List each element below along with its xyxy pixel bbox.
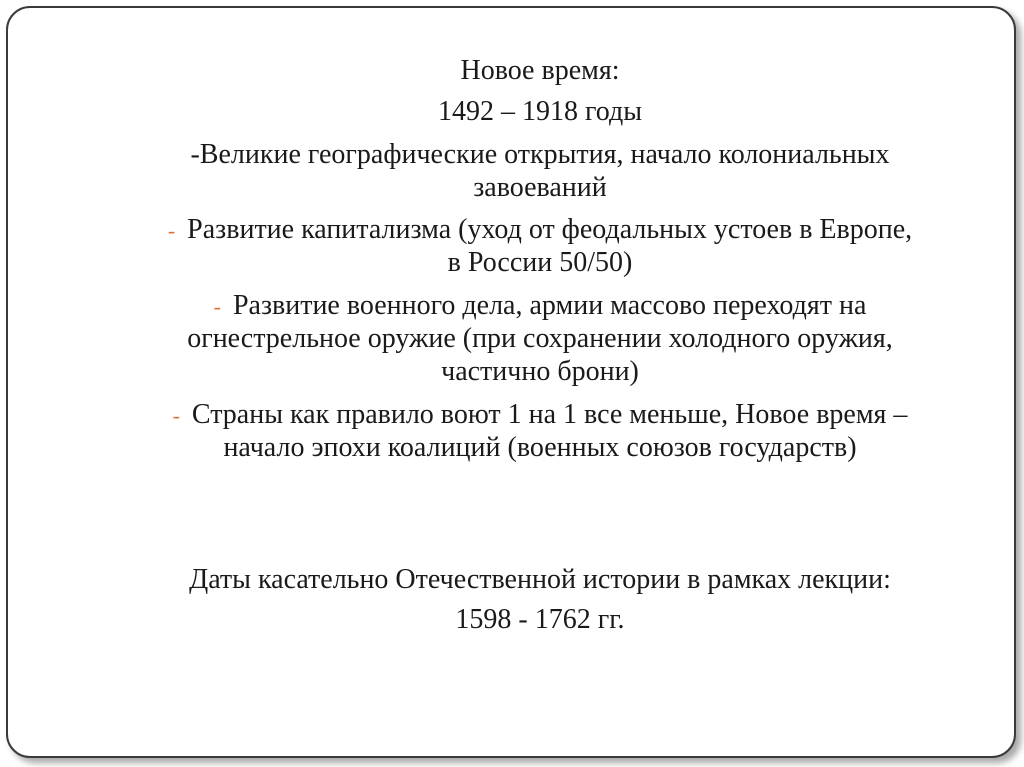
item3-text: Развитие военного дела, армии массово переходят на [232,290,867,321]
item3-line1 [100,289,980,323]
item4-line2: начало эпохи коалиций (военных союзов государств) [223,432,857,463]
dates-range: 1598 - 1762 гг. [455,604,625,635]
bullet-dash: - [172,403,180,428]
slide-heading: Новое время: [460,55,620,86]
item2-line1 [100,213,980,247]
slide-content [100,0,980,760]
item2-text: Развитие капитализма (уход от феодальных устоев в Европе, [187,214,913,245]
item1-line2: завоеваний [473,172,607,203]
item3-line2: огнестрельное оружие (при сохранении холодного оружия, [187,323,893,354]
item1-line1: -Великие географические открытия, начало колониальных [190,139,890,170]
years-range: 1492 – 1918 годы [437,96,643,127]
bullet-dash: - [213,294,221,319]
item3-line3: частично брони) [441,356,639,387]
item2-line2: в России 50/50) [447,247,633,278]
dates-heading: Даты касательно Отечественной истории в рамках лекции: [189,564,891,595]
bullet-dash: - [167,218,176,243]
item4-text: Страны как правило воют 1 на 1 все меньше, Новое время – [191,399,908,430]
item4-line1 [100,398,980,432]
